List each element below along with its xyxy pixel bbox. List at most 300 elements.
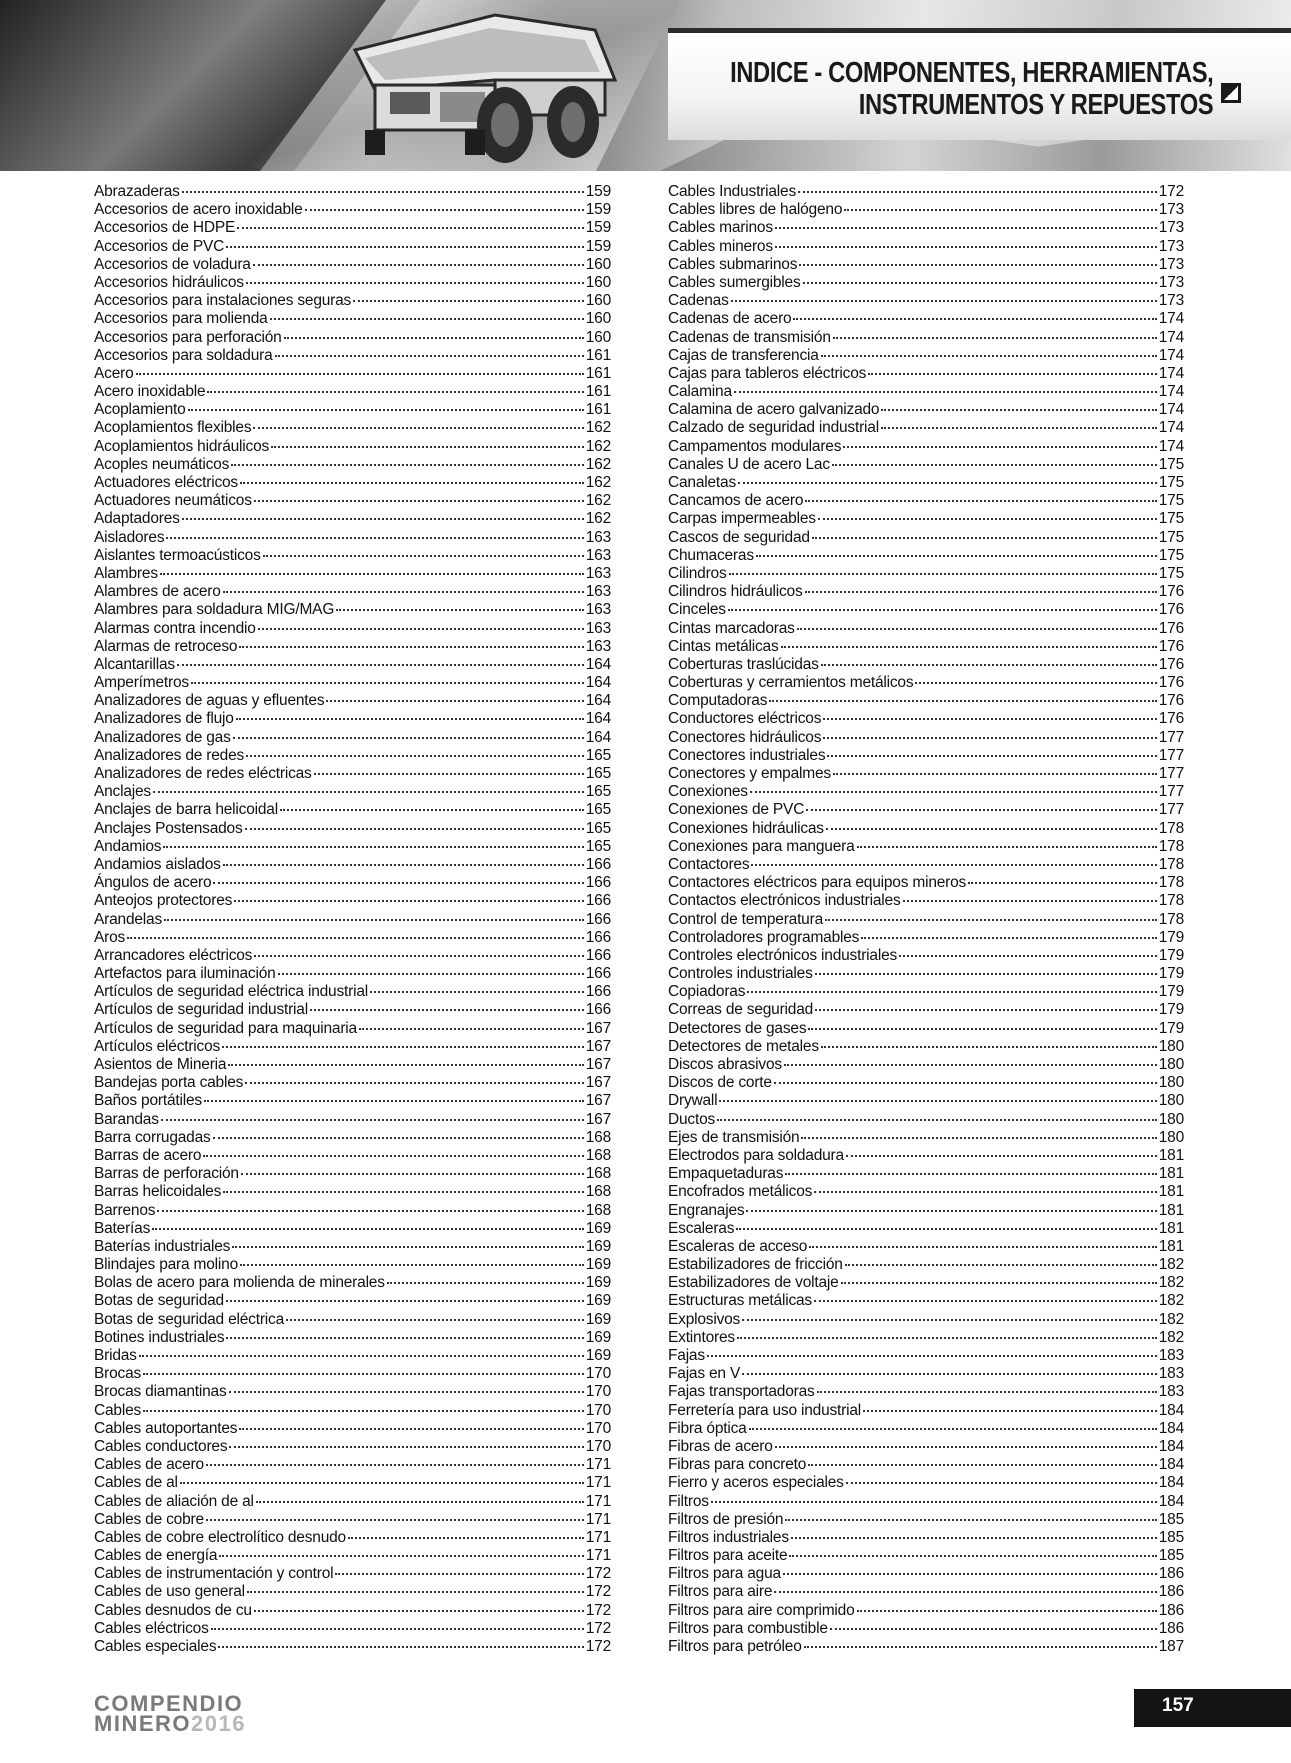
index-entry bbox=[94, 256, 611, 274]
index-entry bbox=[94, 1311, 611, 1329]
index-entry bbox=[668, 765, 1184, 783]
dot-leader bbox=[827, 755, 1156, 757]
index-entry-page: 179 bbox=[1158, 946, 1184, 964]
dot-leader bbox=[857, 1610, 1157, 1612]
index-entry-name: Bridas bbox=[94, 1347, 137, 1364]
index-entry-name: Canales U de acero Lac bbox=[668, 455, 830, 473]
index-entry bbox=[94, 1001, 611, 1019]
index-entry bbox=[94, 765, 611, 783]
index-entry-page: 160 bbox=[585, 255, 611, 273]
index-entry-name: Fibras para concreto bbox=[668, 1456, 807, 1474]
index-entry-page: 160 bbox=[585, 292, 611, 310]
index-entry bbox=[668, 1274, 1184, 1292]
index-entry-page: 168 bbox=[585, 1201, 611, 1219]
index-entry bbox=[668, 1602, 1184, 1620]
index-entry bbox=[668, 674, 1184, 692]
dot-leader bbox=[728, 609, 1157, 611]
dot-leader bbox=[784, 1064, 1157, 1066]
index-entry-name: Cables libres de halógeno bbox=[668, 201, 843, 219]
dot-leader bbox=[707, 1355, 1157, 1357]
index-entry-page: 173 bbox=[1158, 255, 1184, 273]
index-entry-page: 168 bbox=[585, 1146, 611, 1164]
index-entry-page: 181 bbox=[1158, 1237, 1184, 1255]
index-entry-page: 167 bbox=[585, 1074, 611, 1092]
index-entry-page: 175 bbox=[1158, 528, 1184, 546]
dot-leader bbox=[846, 1482, 1157, 1484]
dot-leader bbox=[845, 1264, 1157, 1266]
index-entry-page: 174 bbox=[1158, 328, 1184, 346]
index-entry-name: Brocas diamantinas bbox=[94, 1383, 227, 1401]
dot-leader bbox=[751, 864, 1156, 866]
index-entry bbox=[94, 965, 611, 983]
index-entry bbox=[668, 1620, 1184, 1638]
index-entry-name: Fajas en V bbox=[668, 1365, 741, 1383]
index-entry-name: Andamios bbox=[94, 837, 162, 855]
dot-leader bbox=[254, 500, 584, 502]
dot-leader bbox=[903, 900, 1157, 902]
dot-leader bbox=[861, 937, 1156, 939]
dot-leader bbox=[899, 955, 1157, 957]
dot-leader bbox=[749, 1428, 1157, 1430]
index-entry bbox=[668, 1311, 1184, 1329]
index-entry bbox=[94, 729, 611, 747]
dot-leader bbox=[223, 1191, 584, 1193]
index-entry-name: Artículos de seguridad eléctrica industrial bbox=[94, 983, 368, 1001]
index-entry-page: 166 bbox=[585, 874, 611, 892]
index-entry-name: Barras helicoidales bbox=[94, 1183, 222, 1201]
index-entry bbox=[94, 1292, 611, 1310]
index-entry bbox=[94, 492, 611, 510]
index-entry bbox=[668, 238, 1184, 256]
index-entry-name: Anclajes Postensados bbox=[94, 819, 243, 837]
dot-leader bbox=[258, 628, 584, 630]
index-entry bbox=[94, 1256, 611, 1274]
index-entry-page: 174 bbox=[1158, 310, 1184, 328]
dot-leader bbox=[143, 1410, 584, 1412]
index-entry bbox=[94, 1547, 611, 1565]
index-entry-name: Calamina de acero galvanizado bbox=[668, 401, 880, 419]
index-entry-page: 172 bbox=[1158, 183, 1184, 200]
index-entry-page: 179 bbox=[1158, 965, 1184, 983]
index-entry-page: 161 bbox=[585, 364, 611, 382]
index-entry-name: Acoplamiento bbox=[94, 401, 186, 419]
dot-leader bbox=[253, 427, 583, 429]
index-entry-page: 182 bbox=[1158, 1274, 1184, 1292]
index-entry-page: 165 bbox=[585, 746, 611, 764]
dot-leader bbox=[825, 919, 1157, 921]
index-entry bbox=[668, 219, 1184, 237]
index-entry-page: 184 bbox=[1158, 1437, 1184, 1455]
index-entry-page: 174 bbox=[1158, 383, 1184, 401]
index-entry-page: 164 bbox=[585, 674, 611, 692]
index-entry bbox=[668, 1638, 1184, 1656]
index-entry-page: 172 bbox=[585, 1583, 611, 1601]
dot-leader bbox=[211, 1628, 584, 1630]
index-entry-page: 161 bbox=[585, 346, 611, 364]
dot-leader bbox=[881, 427, 1157, 429]
index-entry bbox=[94, 1020, 611, 1038]
index-entry-name: Cadenas de acero bbox=[668, 310, 792, 328]
index-entry bbox=[668, 310, 1184, 328]
dot-leader bbox=[731, 300, 1157, 302]
dot-leader bbox=[769, 700, 1156, 702]
index-entry-name: Ferretería para uso industrial bbox=[668, 1401, 862, 1419]
index-entry bbox=[668, 965, 1184, 983]
index-entry-name: Conectores industriales bbox=[668, 746, 826, 764]
dot-leader bbox=[160, 573, 584, 575]
index-entry-page: 176 bbox=[1158, 710, 1184, 728]
index-entry-name: Bolas de acero para molienda de minerales bbox=[94, 1274, 385, 1292]
index-entry bbox=[668, 1456, 1184, 1474]
index-entry bbox=[668, 801, 1184, 819]
dot-leader bbox=[821, 664, 1157, 666]
dot-leader bbox=[843, 446, 1156, 448]
index-entry-name: Conectores y empalmes bbox=[668, 765, 831, 782]
index-entry-name: Cintas marcadoras bbox=[668, 619, 795, 637]
index-entry bbox=[668, 1202, 1184, 1220]
dot-leader bbox=[164, 919, 584, 921]
index-entry-name: Cinceles bbox=[668, 601, 726, 619]
index-entry-name: Accesorios hidráulicos bbox=[94, 273, 244, 291]
index-entry-page: 167 bbox=[585, 1056, 611, 1073]
index-entry-page: 178 bbox=[1158, 892, 1184, 910]
page-number-box bbox=[1134, 1689, 1291, 1727]
index-entry-name: Alcantarillas bbox=[94, 655, 175, 673]
index-entry-name: Acoplamientos flexibles bbox=[94, 419, 252, 437]
index-entry bbox=[94, 565, 611, 583]
index-entry bbox=[94, 1565, 611, 1583]
index-entry-name: Cilindros bbox=[668, 564, 727, 582]
dot-leader bbox=[182, 191, 584, 193]
index-entry bbox=[94, 1620, 611, 1638]
index-entry-name: Cables especiales bbox=[94, 1638, 217, 1655]
dot-leader bbox=[203, 1155, 583, 1157]
index-entry-name: Filtros industriales bbox=[668, 1528, 789, 1546]
dot-leader bbox=[226, 1337, 583, 1339]
index-entry bbox=[668, 1292, 1184, 1310]
index-entry-page: 159 bbox=[585, 219, 611, 237]
index-entry-name: Alambres de acero bbox=[94, 583, 221, 601]
index-entry-name: Aros bbox=[94, 928, 126, 946]
index-entry-page: 177 bbox=[1158, 801, 1184, 819]
logo-year: 2016 bbox=[191, 1711, 246, 1736]
index-entry-name: Arandelas bbox=[94, 910, 162, 928]
dot-leader bbox=[370, 991, 584, 993]
index-entry-name: Artefactos para iluminación bbox=[94, 965, 276, 983]
index-entry bbox=[94, 1383, 611, 1401]
index-entry-name: Chumaceras bbox=[668, 546, 754, 564]
index-entry bbox=[668, 710, 1184, 728]
index-entry-name: Cables de cobre electrolítico desnudo bbox=[94, 1528, 346, 1546]
index-entry-name: Analizadores de redes eléctricas bbox=[94, 765, 312, 782]
index-entry-name: Accesorios de PVC bbox=[94, 237, 225, 255]
index-entry-name: Cajas para tableros eléctricos bbox=[668, 364, 867, 382]
index-entry-page: 171 bbox=[585, 1528, 611, 1546]
index-entry-page: 179 bbox=[1158, 1001, 1184, 1019]
index-entry-page: 168 bbox=[585, 1165, 611, 1183]
index-entry bbox=[94, 1529, 611, 1547]
dot-leader bbox=[280, 809, 584, 811]
index-entry-name: Brocas bbox=[94, 1365, 142, 1383]
index-entry bbox=[668, 656, 1184, 674]
index-entry bbox=[94, 238, 611, 256]
dot-leader bbox=[226, 246, 584, 248]
mining-truck-icon bbox=[345, 10, 625, 165]
index-entry bbox=[668, 183, 1184, 201]
index-entry-page: 178 bbox=[1158, 855, 1184, 873]
index-entry bbox=[94, 329, 611, 347]
index-entry bbox=[94, 1602, 611, 1620]
index-entry-name: Alambres bbox=[94, 564, 158, 582]
index-entry bbox=[668, 1165, 1184, 1183]
index-entry-name: Analizadores de flujo bbox=[94, 710, 234, 728]
index-entry-name: Escaleras de acceso bbox=[668, 1237, 808, 1255]
index-entry bbox=[94, 620, 611, 638]
index-entry bbox=[668, 1183, 1184, 1201]
index-entry-name: Discos de corte bbox=[668, 1074, 772, 1092]
dot-leader bbox=[136, 373, 584, 375]
dot-leader bbox=[245, 1082, 584, 1084]
index-entry-page: 170 bbox=[585, 1401, 611, 1419]
index-entry-name: Actuadores neumáticos bbox=[94, 492, 252, 510]
index-entry-page: 177 bbox=[1158, 746, 1184, 764]
dot-leader bbox=[163, 846, 583, 848]
index-entry bbox=[668, 1438, 1184, 1456]
dot-leader bbox=[213, 1137, 584, 1139]
index-entry-name: Estabilizadores de voltaje bbox=[668, 1274, 839, 1292]
dot-leader bbox=[231, 464, 584, 466]
index-entry bbox=[94, 1274, 611, 1292]
index-entry bbox=[668, 1020, 1184, 1038]
dot-leader bbox=[746, 1210, 1156, 1212]
index-entry-page: 166 bbox=[585, 855, 611, 873]
dot-leader bbox=[823, 718, 1156, 720]
index-entry-name: Baterías bbox=[94, 1219, 151, 1237]
index-entry-page: 182 bbox=[1158, 1328, 1184, 1346]
dot-leader bbox=[236, 718, 584, 720]
index-entry bbox=[94, 983, 611, 1001]
index-entry-name: Botas de seguridad bbox=[94, 1292, 224, 1310]
index-entry bbox=[94, 383, 611, 401]
index-entry bbox=[94, 219, 611, 237]
index-entry bbox=[94, 820, 611, 838]
index-entry-page: 185 bbox=[1158, 1528, 1184, 1546]
index-entry-page: 163 bbox=[585, 546, 611, 564]
index-entry-name: Electrodos para soldadura bbox=[668, 1146, 844, 1164]
index-entry-name: Discos abrasivos bbox=[668, 1056, 782, 1073]
index-entry-page: 176 bbox=[1158, 637, 1184, 655]
index-entry-page: 183 bbox=[1158, 1347, 1184, 1364]
index-entry-page: 178 bbox=[1158, 910, 1184, 928]
index-entry-page: 159 bbox=[585, 237, 611, 255]
index-entry-name: Filtros para agua bbox=[668, 1565, 781, 1583]
dot-leader bbox=[846, 1155, 1157, 1157]
index-entry bbox=[94, 1365, 611, 1383]
index-entry-name: Acero bbox=[94, 364, 134, 382]
dot-leader bbox=[254, 1610, 584, 1612]
index-entry-page: 169 bbox=[585, 1292, 611, 1310]
index-entry bbox=[94, 1511, 611, 1529]
index-entry bbox=[668, 492, 1184, 510]
index-entry-page: 171 bbox=[585, 1474, 611, 1492]
index-entry bbox=[668, 565, 1184, 583]
dot-leader bbox=[814, 1300, 1157, 1302]
index-entry-name: Botas de seguridad eléctrica bbox=[94, 1310, 284, 1328]
index-entry-page: 185 bbox=[1158, 1547, 1184, 1565]
dot-leader bbox=[823, 737, 1156, 739]
index-entry-page: 181 bbox=[1158, 1183, 1184, 1201]
index-entry-page: 179 bbox=[1158, 983, 1184, 1001]
index-entry-page: 180 bbox=[1158, 1110, 1184, 1128]
index-entry-name: Cables desnudos de cu bbox=[94, 1601, 252, 1619]
dot-leader bbox=[353, 300, 584, 302]
dot-leader bbox=[139, 1355, 584, 1357]
index-entry-name: Cables conductores bbox=[94, 1437, 228, 1455]
index-entry-name: Cables eléctricos bbox=[94, 1619, 209, 1637]
index-entry-name: Actuadores eléctricos bbox=[94, 474, 238, 491]
index-entry bbox=[94, 1165, 611, 1183]
index-entry-page: 181 bbox=[1158, 1219, 1184, 1237]
dot-leader bbox=[182, 518, 584, 520]
index-column-right bbox=[668, 183, 1184, 1656]
index-entry bbox=[668, 1529, 1184, 1547]
index-entry-page: 174 bbox=[1158, 401, 1184, 419]
dot-leader bbox=[734, 391, 1157, 393]
index-entry-page: 176 bbox=[1158, 583, 1184, 601]
index-entry-name: Cintas metálicas bbox=[668, 637, 779, 655]
index-entry bbox=[94, 674, 611, 692]
index-entry bbox=[668, 638, 1184, 656]
index-entry-name: Accesorios para molienda bbox=[94, 310, 268, 328]
index-entry bbox=[94, 929, 611, 947]
index-column-left bbox=[94, 183, 611, 1656]
index-entry bbox=[94, 510, 611, 528]
index-entry-page: 170 bbox=[585, 1437, 611, 1455]
dot-leader bbox=[206, 1519, 584, 1521]
index-entry-page: 164 bbox=[585, 710, 611, 728]
dot-leader bbox=[841, 1282, 1157, 1284]
index-entry-name: Conexiones bbox=[668, 783, 748, 801]
index-entry-page: 183 bbox=[1158, 1365, 1184, 1383]
index-entry-name: Barandas bbox=[94, 1110, 159, 1128]
index-entry-name: Fibras de acero bbox=[668, 1437, 773, 1455]
dot-leader bbox=[188, 409, 584, 411]
index-entry-page: 171 bbox=[585, 1510, 611, 1528]
index-entry-name: Asientos de Mineria bbox=[94, 1056, 227, 1073]
index-entry-page: 182 bbox=[1158, 1310, 1184, 1328]
index-entry-name: Anclajes bbox=[94, 783, 151, 801]
index-entry-name: Barra corrugadas bbox=[94, 1128, 211, 1146]
index-entry bbox=[94, 419, 611, 437]
index-entry-name: Cascos de seguridad bbox=[668, 528, 810, 546]
index-entry-name: Alarmas de retroceso bbox=[94, 637, 238, 655]
index-entry bbox=[94, 692, 611, 710]
index-entry bbox=[94, 1329, 611, 1347]
dot-leader bbox=[143, 1373, 584, 1375]
index-entry-page: 184 bbox=[1158, 1492, 1184, 1510]
dot-leader bbox=[844, 209, 1157, 211]
index-entry-name: Coberturas y cerramientos metálicos bbox=[668, 674, 914, 692]
dot-leader bbox=[719, 1100, 1156, 1102]
dot-leader bbox=[785, 1173, 1156, 1175]
index-entry-name: Extintores bbox=[668, 1328, 735, 1346]
index-entry bbox=[668, 438, 1184, 456]
index-entry-page: 174 bbox=[1158, 437, 1184, 455]
index-entry-name: Controladores programables bbox=[668, 928, 860, 946]
dot-leader bbox=[223, 864, 584, 866]
index-entry-page: 180 bbox=[1158, 1074, 1184, 1092]
index-entry-page: 173 bbox=[1158, 292, 1184, 310]
index-entry bbox=[668, 1074, 1184, 1092]
index-entry-name: Conexiones hidráulicas bbox=[668, 819, 824, 837]
index-entry-page: 166 bbox=[585, 1001, 611, 1019]
dot-leader bbox=[747, 991, 1156, 993]
index-entry-name: Accesorios para instalaciones seguras bbox=[94, 292, 352, 310]
index-entry-name: Accesorios de acero inoxidable bbox=[94, 201, 303, 219]
index-entry bbox=[668, 1365, 1184, 1383]
index-entry bbox=[668, 1038, 1184, 1056]
index-entry-name: Baterías industriales bbox=[94, 1237, 231, 1255]
dot-leader bbox=[166, 537, 583, 539]
index-entry bbox=[668, 1001, 1184, 1019]
index-entry-name: Computadoras bbox=[668, 692, 768, 710]
index-entry bbox=[668, 383, 1184, 401]
index-entry-name: Cilindros hidráulicos bbox=[668, 583, 803, 601]
dot-leader bbox=[817, 1391, 1157, 1393]
dot-leader bbox=[775, 227, 1157, 229]
dot-leader bbox=[808, 1464, 1157, 1466]
index-entry bbox=[668, 838, 1184, 856]
index-entry bbox=[94, 1147, 611, 1165]
index-entry-page: 171 bbox=[585, 1492, 611, 1510]
index-entry bbox=[94, 1638, 611, 1656]
index-entry bbox=[668, 1238, 1184, 1256]
index-entry-page: 170 bbox=[585, 1365, 611, 1383]
index-entry-page: 168 bbox=[585, 1128, 611, 1146]
dot-leader bbox=[284, 337, 584, 339]
index-entry-page: 180 bbox=[1158, 1092, 1184, 1110]
index-entry-page: 186 bbox=[1158, 1583, 1184, 1601]
index-entry bbox=[668, 820, 1184, 838]
index-entry-page: 169 bbox=[585, 1274, 611, 1292]
dot-leader bbox=[237, 227, 584, 229]
index-entry-page: 187 bbox=[1158, 1638, 1184, 1655]
index-entry bbox=[668, 892, 1184, 910]
index-entry bbox=[668, 1493, 1184, 1511]
index-entry-name: Cables sumergibles bbox=[668, 273, 801, 291]
index-entry bbox=[668, 929, 1184, 947]
dot-leader bbox=[798, 191, 1157, 193]
dot-leader bbox=[207, 391, 583, 393]
dot-leader bbox=[247, 1591, 584, 1593]
index-entry-name: Cables submarinos bbox=[668, 255, 798, 273]
index-entry bbox=[94, 874, 611, 892]
index-entry-name: Fajas bbox=[668, 1347, 705, 1364]
index-entry-page: 175 bbox=[1158, 492, 1184, 510]
index-entry-name: Artículos de seguridad para maquinaria bbox=[94, 1019, 357, 1037]
index-entry-page: 176 bbox=[1158, 619, 1184, 637]
index-entry bbox=[94, 838, 611, 856]
index-entry-name: Conductores eléctricos bbox=[668, 710, 822, 728]
index-entry bbox=[668, 856, 1184, 874]
dot-leader bbox=[271, 446, 584, 448]
index-entry-page: 173 bbox=[1158, 237, 1184, 255]
index-entry-name: Acoplamientos hidráulicos bbox=[94, 437, 270, 455]
index-entry-page: 166 bbox=[585, 892, 611, 910]
index-entry-page: 176 bbox=[1158, 601, 1184, 619]
index-entry-name: Aislantes termoacústicos bbox=[94, 546, 261, 564]
dot-leader bbox=[830, 1628, 1157, 1630]
